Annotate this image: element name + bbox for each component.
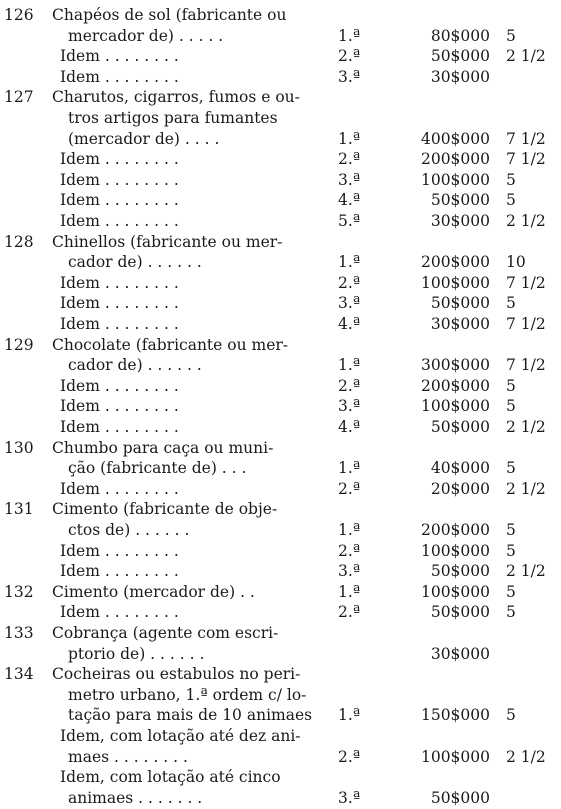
item-description: Idem . . . . . . . . [60,294,179,313]
item-class: 1.ª [338,521,361,539]
item-value: 100$000 [420,397,490,416]
item-class: 1.ª [338,582,361,601]
item-description: Idem . . . . . . . . [60,191,179,210]
item-class: 2.ª [338,47,361,66]
table-row [0,746,561,768]
table-row [0,457,561,479]
item-description: Idem . . . . . . . . [60,47,179,66]
item-description: cador de) . . . . . . [68,253,202,272]
item-class: 1.ª [338,253,361,272]
table-row [0,292,561,314]
table-row [0,251,561,273]
table-row [0,787,561,809]
item-number: 128 [4,232,34,251]
item-value: 50$000 [430,562,490,581]
item-description: Charutos, cigarros, fumos e ou- [52,88,300,107]
item-number: 132 [4,582,34,601]
item-value: 50$000 [430,788,490,807]
item-description: Cobrança (agente com escri- [52,624,279,642]
item-value: 50$000 [430,603,490,622]
item-value: 100$000 [420,170,490,189]
item-class: 3.ª [338,67,361,86]
item-rate: 5 [506,521,516,539]
table-row [0,107,561,129]
item-description: Idem . . . . . . . . [60,67,179,86]
table-row [0,354,561,376]
item-class: 1.ª [338,356,361,375]
item-number: 130 [4,438,34,457]
item-rate: 5 [506,26,516,45]
item-rate: 2 1/2 [506,212,546,230]
table-row [0,4,561,26]
table-row [0,189,561,211]
item-rate: 5 [506,459,516,478]
item-description: Cocheiras ou estabulos no peri- [52,665,301,684]
table-row [0,148,561,170]
item-rate: 5 [506,170,516,189]
item-rate: 2 1/2 [506,47,546,66]
item-description: Idem . . . . . . . . [60,397,179,416]
item-description: ção (fabricante de) . . . [68,459,247,478]
table-row [0,210,561,232]
table-row [0,663,561,685]
item-rate: 5 [506,376,516,395]
item-class: 3.ª [338,397,361,416]
item-class: 2.ª [338,747,361,766]
item-value: 40$000 [430,459,490,478]
table-row [0,498,561,520]
item-description: tação para mais de 10 animaes [68,706,313,725]
table-row [0,643,561,665]
item-value: 30$000 [430,212,490,230]
item-value: 100$000 [420,582,490,601]
item-description: Idem . . . . . . . . [60,376,179,395]
item-description: cador de) . . . . . . [68,356,202,375]
table-row [0,766,561,788]
item-value: 200$000 [420,253,490,272]
item-class: 3.ª [338,170,361,189]
item-value: 20$000 [430,479,490,498]
item-rate: 5 [506,706,516,725]
item-description: mercador de) . . . . . [68,26,224,45]
item-value: 200$000 [420,150,490,169]
item-value: 80$000 [430,26,490,45]
item-description: Idem . . . . . . . . [60,603,179,622]
item-rate: 7 1/2 [506,356,546,375]
item-description: Chocolate (fabricante ou mer- [52,335,289,354]
item-value: 50$000 [430,47,490,66]
item-number: 126 [4,6,34,24]
table-row [0,437,561,459]
item-description: Idem . . . . . . . . [60,273,179,292]
item-class: 4.ª [338,418,361,436]
item-class: 4.ª [338,191,361,210]
table-row [0,128,561,150]
table-row [0,601,561,623]
item-class: 5.ª [338,212,361,230]
item-description: tros artigos para fumantes [68,109,278,127]
item-value: 150$000 [420,706,490,725]
item-description: maes . . . . . . . . [68,747,188,766]
item-value: 100$000 [420,541,490,560]
item-value: 300$000 [420,356,490,375]
item-rate: 10 [506,253,526,272]
item-description: Idem . . . . . . . . [60,170,179,189]
item-class: 1.ª [338,26,361,45]
table-row [0,725,561,747]
item-rate: 7 1/2 [506,273,546,292]
table-row [0,395,561,417]
table-row [0,519,561,541]
item-rate: 7 1/2 [506,129,546,148]
item-class: 3.ª [338,294,361,313]
table-row [0,45,561,67]
item-value: 200$000 [420,521,490,539]
item-description: Idem . . . . . . . . [60,541,179,560]
item-description: Idem . . . . . . . . [60,315,179,333]
item-description: ptorio de) . . . . . . [68,644,205,663]
item-class: 1.ª [338,459,361,478]
item-value: 50$000 [430,191,490,210]
item-rate: 5 [506,294,516,313]
item-rate: 2 1/2 [506,479,546,498]
table-row [0,416,561,438]
item-value: 50$000 [430,294,490,313]
item-description: Idem . . . . . . . . [60,150,179,169]
item-value: 30$000 [430,67,490,86]
item-description: Idem . . . . . . . . [60,212,179,230]
item-class: 2.ª [338,273,361,292]
item-description: Chapéos de sol (fabricante ou [52,6,287,24]
item-class: 2.ª [338,479,361,498]
item-rate: 7 1/2 [506,150,546,169]
item-number: 133 [4,624,34,642]
item-number: 131 [4,500,34,519]
table-row [0,231,561,253]
item-rate: 2 1/2 [506,747,546,766]
table-row [0,272,561,294]
item-value: 30$000 [430,315,490,333]
item-description: Idem . . . . . . . . [60,562,179,581]
item-value: 200$000 [420,376,490,395]
item-rate: 5 [506,582,516,601]
table-row [0,375,561,397]
item-description: Chinellos (fabricante ou mer- [52,232,283,251]
item-class: 4.ª [338,315,361,333]
item-description: Chumbo para caça ou muni- [52,438,274,457]
item-value: 50$000 [430,418,490,436]
item-number: 127 [4,88,34,107]
item-description: Cimento (fabricante de obje- [52,500,278,519]
item-description: animaes . . . . . . . [68,788,203,807]
item-rate: 5 [506,397,516,416]
item-description: Cimento (mercador de) . . [52,582,255,601]
item-description: Idem, com lotação até cinco [60,768,281,787]
item-number: 129 [4,335,34,354]
table-row [0,478,561,500]
item-description: Idem, com lotação até dez ani- [60,727,301,745]
item-rate: 2 1/2 [506,418,546,436]
item-number: 134 [4,665,34,684]
item-class: 2.ª [338,541,361,560]
item-class: 1.ª [338,129,361,148]
item-rate: 5 [506,541,516,560]
item-rate: 5 [506,603,516,622]
item-value: 100$000 [420,747,490,766]
table-row [0,704,561,726]
table-row [0,581,561,603]
table-row [0,560,561,582]
item-rate: 5 [506,191,516,210]
item-rate: 2 1/2 [506,562,546,581]
table-row [0,334,561,356]
table-row [0,622,561,644]
item-description: ctos de) . . . . . . [68,521,190,539]
table-row [0,540,561,562]
item-class: 2.ª [338,150,361,169]
item-class: 2.ª [338,603,361,622]
table-row [0,313,561,335]
table-row [0,86,561,108]
item-class: 3.ª [338,788,361,807]
item-class: 1.ª [338,706,361,725]
item-value: 400$000 [420,129,490,148]
table-row [0,25,561,47]
item-description: Idem . . . . . . . . [60,479,179,498]
item-value: 100$000 [420,273,490,292]
item-class: 3.ª [338,562,361,581]
item-class: 2.ª [338,376,361,395]
item-description: metro urbano, 1.ª ordem c/ lo- [68,685,307,704]
item-rate: 7 1/2 [506,315,546,333]
table-row [0,684,561,706]
table-row [0,66,561,88]
item-value: 30$000 [430,644,490,663]
item-description: Idem . . . . . . . . [60,418,179,436]
table-row [0,169,561,191]
item-description: (mercador de) . . . . [68,129,220,148]
